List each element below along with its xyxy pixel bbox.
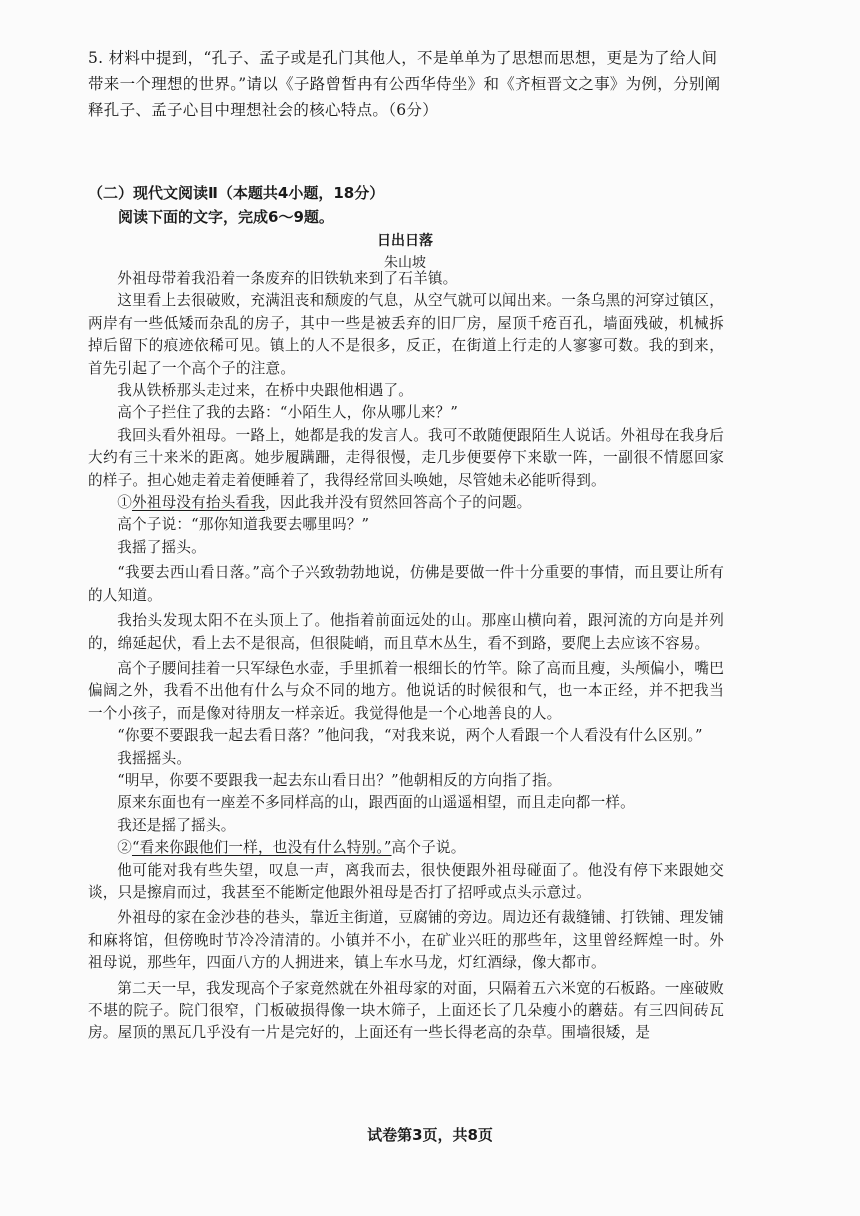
paragraph: 高个子腰间挂着一只军绿色水壶，手里抓着一根细长的竹竿。除了高而且瘦，头颅偏小，嘴巴偏阔之外，我看不出他有什么与众不同的地方。他说话的时候很和气，也一本正经，并不把我当一个小孩子，而是像对待朋友一样亲近。我觉得他是一个心地善良的人。 xyxy=(88,659,724,722)
paragraph: 第二天一早，我发现高个子家竟然就在外祖母家的对面，只隔着五六米宽的石板路。一座破败不堪的院子。院门很窄，门板破损得像一块木筛子，上面还长了几朵瘦小的蘑菇。有三四间砖瓦房。屋顶的黑瓦几乎没有一片是完好的，上面还有一些长得老高的杂草。围墙很矮，是 xyxy=(88,979,724,1042)
annotation-marker-1: ① xyxy=(117,494,132,512)
paragraph-rest: ，因此我并没有贸然回答高个子的问题。 xyxy=(265,494,532,512)
paragraph-annotated-2 xyxy=(88,837,724,859)
question-5: 5. 材料中提到，“孔子、孟子或是孔门其他人，不是单单为了思想而思想，更是为了给人间带来一个理想的世界。”请以《子路曾皙冉有公西华侍坐》和《齐桓晋文之事》为例，分别阐释孔子、孟子心目中理想社会的核心特点。（6分） xyxy=(88,49,721,119)
paragraph: 我抬头发现太阳不在头顶上了。他指着前面远处的山。那座山横向着，跟河流的方向是并列的，绵延起伏，看上去不是很高，但很陡峭，而且草木丛生，看不到路，要爬上去应该不容易。 xyxy=(88,612,724,652)
paragraph: 外祖母的家在金沙巷的巷头，靠近主街道，豆腐铺的旁边。周边还有裁缝铺、打铁铺、理发铺和麻将馆，但傍晚时节冷冷清清的。小镇并不小，在矿业兴旺的那些年，这里曾经辉煌一时。外祖母说，那些年，四面八方的人拥进来，镇上车水马龙，灯红酒绿，像大都市。 xyxy=(88,909,724,972)
paragraph: 我回头看外祖母。一路上，她都是我的发言人。我可不敢随便跟陌生人说话。外祖母在我身后大约有三十来米的距离。她步履蹒跚，走得很慢，走几步便要停下来歇一阵，一副很不情愿回家的样子。担心她走着走着便睡着了，我得经常回头唤她，尽管她未必能听得到。 xyxy=(88,426,724,489)
article-author: 朱山坡 xyxy=(384,255,426,271)
underlined-sentence-1: 外祖母没有抬头看我 xyxy=(131,494,266,512)
paragraph: 我从铁桥那头走过来，在桥中央跟他相遇了。 xyxy=(117,382,414,400)
paragraph-annotated-1 xyxy=(88,492,724,514)
paragraph: 这里看上去很破败，充满沮丧和颓废的气息，从空气就可以闻出来。一条乌黑的河穿过镇区，两岸有一些低矮而杂乱的房子，其中一些是被丢弃的旧厂房，屋顶千疮百孔，墙面残破，机械拆掉后留下的痕迹依稀可见。镇上的人不是很多，反正，在街道上行走的人寥寥可数。我的到来，首先引起了一个高个子的注意。 xyxy=(88,292,724,377)
annotation-marker-2: ② xyxy=(117,839,132,857)
paragraph: “我要去西山看日落。”高个子兴致勃勃地说，仿佛是要做一件十分重要的事情，而且要让所有的人知道。 xyxy=(88,564,724,604)
paragraph: 原来东面也有一座差不多同样高的山，跟西面的山遥遥相望，而且走向都一样。 xyxy=(117,794,635,812)
page-footer: 试卷第3页，共8页 xyxy=(367,1126,493,1144)
article-title: 日出日落 xyxy=(377,233,433,249)
paragraph: 高个子拦住了我的去路：“小陌生人，你从哪儿来？” xyxy=(117,404,458,422)
paragraph: “你要不要跟我一起去看日落？”他问我，“对我来说，两个人看跟一个人看没有什么区别。” xyxy=(117,727,703,745)
paragraph-rest: 高个子说。 xyxy=(391,839,466,857)
paragraph: “明早，你要不要跟我一起去东山看日出？”他朝相反的方向指了指。 xyxy=(117,771,562,789)
paragraph: 高个子说：“那你知道我要去哪里吗？” xyxy=(117,516,370,534)
underlined-sentence-2: “看来你跟他们一样，也没有什么特别。” xyxy=(131,839,392,857)
paragraph: 外祖母带着我沿着一条废弃的旧铁轨来到了石羊镇。 xyxy=(117,270,458,287)
paragraph: 他可能对我有些失望，叹息一声，离我而去，很快便跟外祖母碰面了。他没有停下来跟她交谈，只是擦肩而过，我甚至不能断定他跟外祖母是否打了招呼或点头示意过。 xyxy=(88,861,724,901)
section-instruction: 阅读下面的文字，完成6～9题。 xyxy=(118,208,334,226)
article-body xyxy=(88,268,724,1045)
section-title: （二）现代文阅读Ⅱ（本题共4小题，18分） xyxy=(88,184,385,202)
paragraph: 我还是摇了摇头。 xyxy=(117,816,236,834)
paragraph: 我摇摇头。 xyxy=(117,749,192,767)
paragraph: 我摇了摇头。 xyxy=(117,538,206,556)
